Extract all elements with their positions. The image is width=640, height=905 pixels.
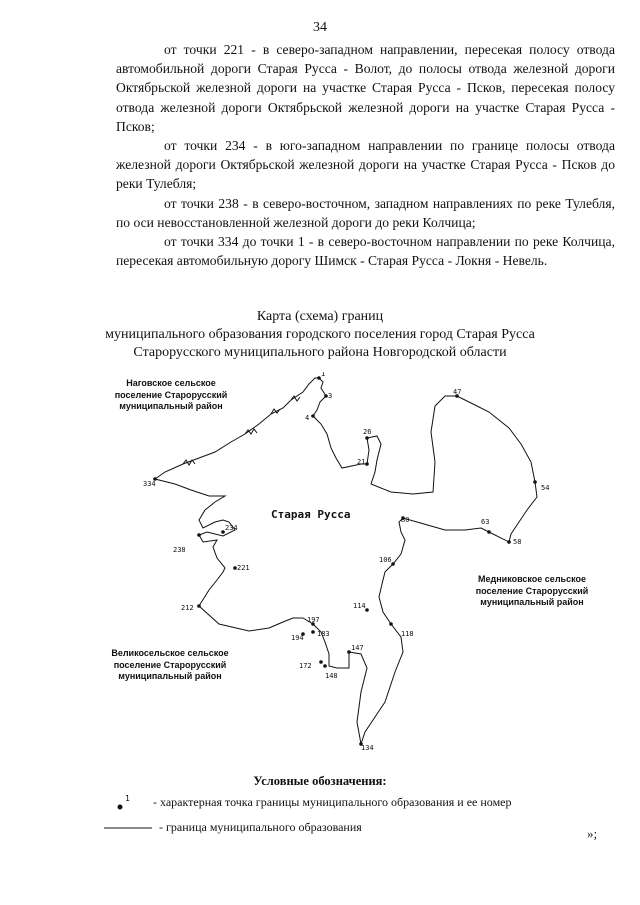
point-label: 114	[353, 602, 366, 610]
legend-title: Условные обозначения:	[253, 774, 387, 788]
point-label: 148	[325, 672, 338, 680]
boundary-point	[197, 604, 201, 608]
city-label: Старая Русса	[271, 508, 351, 521]
point-label: 80	[401, 516, 410, 524]
boundary-point	[197, 533, 201, 537]
legend-line-row	[104, 820, 362, 835]
point-label: 238	[173, 546, 186, 554]
boundary-point	[487, 530, 491, 534]
region-label-nagovskoe: Наговское сельское поселение Старорусский муниципальный район	[114, 378, 228, 411]
region-label-medvedkovskoe: Медниковское сельское поселение Старорусский муниципальный район	[475, 574, 589, 607]
boundary-point	[389, 622, 393, 626]
point-label: 147	[351, 644, 364, 652]
boundary-point	[365, 462, 369, 466]
boundary-point	[365, 436, 369, 440]
line-sample-icon	[104, 823, 156, 833]
boundary-point	[533, 480, 537, 484]
closing-mark: »;	[587, 826, 598, 841]
legend-line-text: - граница муниципального образования	[159, 820, 362, 834]
point-label: 63	[481, 518, 490, 526]
point-label: 1	[321, 372, 326, 378]
point-label: 118	[401, 630, 414, 638]
paragraph: от точки 234 - в юго-западном направлении по границе полосы отвода железной дороги Октябрьской железной дороги на участке Старая Русса - Псков до реки Тулебля;	[116, 138, 615, 192]
map-title-line: муниципального образования городского поселения город Старая Русса	[105, 327, 535, 342]
boundary-points	[153, 376, 537, 746]
boundary-point	[311, 630, 315, 634]
boundary-point	[319, 660, 323, 664]
point-label: 54	[541, 484, 550, 492]
point-label: 334	[143, 480, 156, 488]
legend-point-text: - характерная точка границы муниципального образования и ее номер	[153, 794, 512, 809]
point-label: 4	[305, 414, 310, 422]
point-marker-icon	[110, 793, 150, 813]
point-label: 134	[361, 744, 374, 752]
point-label: 194	[291, 634, 304, 642]
paragraph: от точки 238 - в северо-восточном, западном направлениях по реке Тулебля, по оси невосстановленной железной дороги до реки Колчица;	[116, 195, 615, 230]
boundary-line	[155, 378, 537, 744]
boundary-point	[365, 608, 369, 612]
point-label: 3	[328, 392, 333, 400]
point-label: 234	[225, 524, 238, 532]
paragraph: от точки 221 - в северо-западном направлении, пересекая полосу отвода автомобильной дороги Старая Русса - Волот, до полосы отвода железной дороги Октябрьской железной дороги на участке Старая Русса - Псков, пересекая полосу отвода железной дороги Октябрьской железной дороги на участке Старая Русса - Псков;	[116, 42, 615, 134]
point-labels	[143, 372, 549, 752]
point-label: 221	[237, 564, 250, 572]
boundary-point	[391, 562, 395, 566]
point-label: 47	[453, 388, 462, 396]
body-text	[116, 40, 615, 270]
boundary-map-svg	[95, 372, 595, 752]
point-label: 26	[363, 428, 372, 436]
point-label: 58	[513, 538, 522, 546]
point-label: 172	[299, 662, 312, 670]
legend-point-number: 1	[125, 794, 131, 803]
boundary-map	[95, 372, 595, 752]
region-label-velikoselskoe: Великосельское сельское поселение Старорусский муниципальный район	[111, 648, 229, 681]
boundary-point	[311, 414, 315, 418]
point-label: 106	[379, 556, 392, 564]
page-number: 34	[313, 20, 327, 35]
legend-point-row	[110, 793, 512, 813]
point-label: 183	[317, 630, 330, 638]
boundary-point	[507, 540, 511, 544]
map-title	[0, 308, 640, 362]
point-label: 21	[357, 458, 366, 466]
map-title-line: Старорусского муниципального района Новгородской области	[133, 345, 507, 360]
point-label: 197	[307, 616, 320, 624]
boundary-point	[323, 664, 327, 668]
map-title-line: Карта (схема) границ	[256, 309, 384, 324]
point-label: 212	[181, 604, 194, 612]
paragraph: от точки 334 до точки 1 - в северо-восточном направлении по реке Колчица, пересекая автомобильную дорогу Шимск - Старая Русса - Локня - Невель.	[116, 234, 615, 269]
